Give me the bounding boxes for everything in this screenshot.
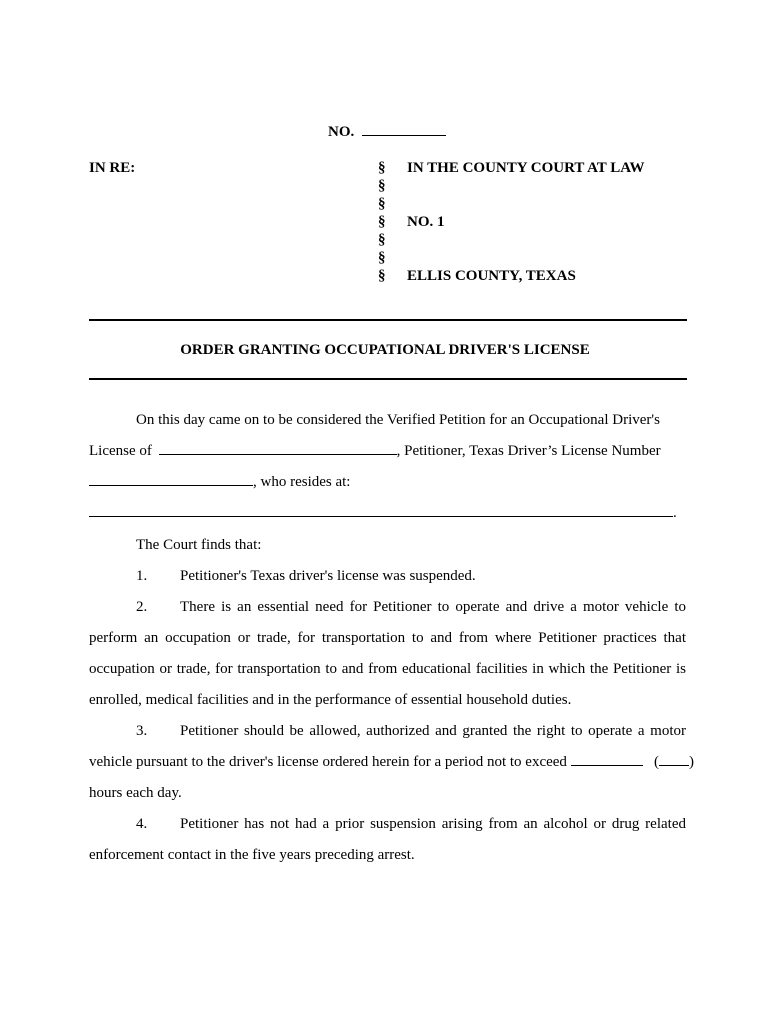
title-top-rule — [89, 319, 687, 321]
cause-number-label: NO. — [328, 124, 355, 140]
finding-line: occupation or trade, for transportation to and from educational facilities in which the Petitioner is — [89, 661, 686, 677]
hours-number-blank[interactable] — [659, 765, 689, 766]
section-symbol: § — [378, 196, 386, 212]
finding-line: perform an occupation or trade, for transportation to and from where Petitioner practices that — [89, 630, 686, 646]
intro-line-3 — [89, 474, 350, 491]
finding-number: 1. — [136, 568, 148, 584]
license-number-blank[interactable] — [89, 485, 253, 486]
hours-words-blank[interactable] — [571, 765, 643, 766]
finding-line: enrolled, medical facilities and in the performance of essential household duties. — [89, 692, 572, 708]
address-line — [89, 505, 677, 522]
order-title: ORDER GRANTING OCCUPATIONAL DRIVER'S LICENSE — [180, 342, 590, 358]
license-number-label: , Petitioner, Texas Driver’s License Number — [396, 443, 661, 459]
court-name-line1: IN THE COUNTY COURT AT LAW — [407, 160, 645, 176]
section-symbol: § — [378, 232, 386, 248]
section-symbol: § — [378, 250, 386, 266]
finding-text: Petitioner's Texas driver's license was suspended. — [180, 568, 476, 584]
address-period: . — [673, 505, 677, 521]
finding-3 — [89, 716, 694, 809]
intro-line-2 — [89, 443, 686, 460]
section-symbol: § — [378, 214, 386, 230]
petitioner-name-blank[interactable] — [159, 454, 397, 455]
finding-line: 4. Petitioner has not had a prior suspension arising from an alcohol or drug related — [136, 809, 686, 840]
finding-4 — [89, 809, 686, 871]
title-bottom-rule — [89, 378, 687, 380]
finding-line: hours each day. — [89, 785, 182, 801]
finding-line: vehicle pursuant to the driver's license ordered herein for a period not to exceed ( ) — [89, 754, 694, 770]
cause-number-blank[interactable] — [362, 135, 446, 136]
finding-line: 2. There is an essential need for Petitioner to operate and drive a motor vehicle to — [136, 592, 686, 623]
cause-number-line — [328, 124, 446, 141]
license-of-label: License of — [89, 443, 152, 459]
finding-number: 4. — [136, 816, 148, 832]
resides-label: , who resides at: — [253, 474, 351, 490]
court-name-line2: NO. 1 — [407, 214, 445, 230]
court-finds-label: The Court finds that: — [136, 537, 262, 553]
finding-line: 3. Petitioner should be allowed, authorized and granted the right to operate a motor — [136, 716, 686, 747]
section-symbol: § — [378, 178, 386, 194]
section-symbol: § — [378, 268, 386, 284]
section-symbol: § — [378, 160, 386, 176]
address-blank[interactable] — [89, 516, 673, 517]
finding-2 — [89, 592, 686, 716]
in-re-label: IN RE: — [89, 160, 136, 176]
finding-number: 2. — [136, 599, 148, 615]
finding-line: enforcement contact in the five years preceding arrest. — [89, 847, 415, 863]
finding-1 — [136, 568, 476, 585]
intro-line-1: On this day came on to be considered the Verified Petition for an Occupational Driver's — [136, 412, 660, 428]
finding-number: 3. — [136, 723, 148, 739]
court-county-line: ELLIS COUNTY, TEXAS — [407, 268, 576, 284]
